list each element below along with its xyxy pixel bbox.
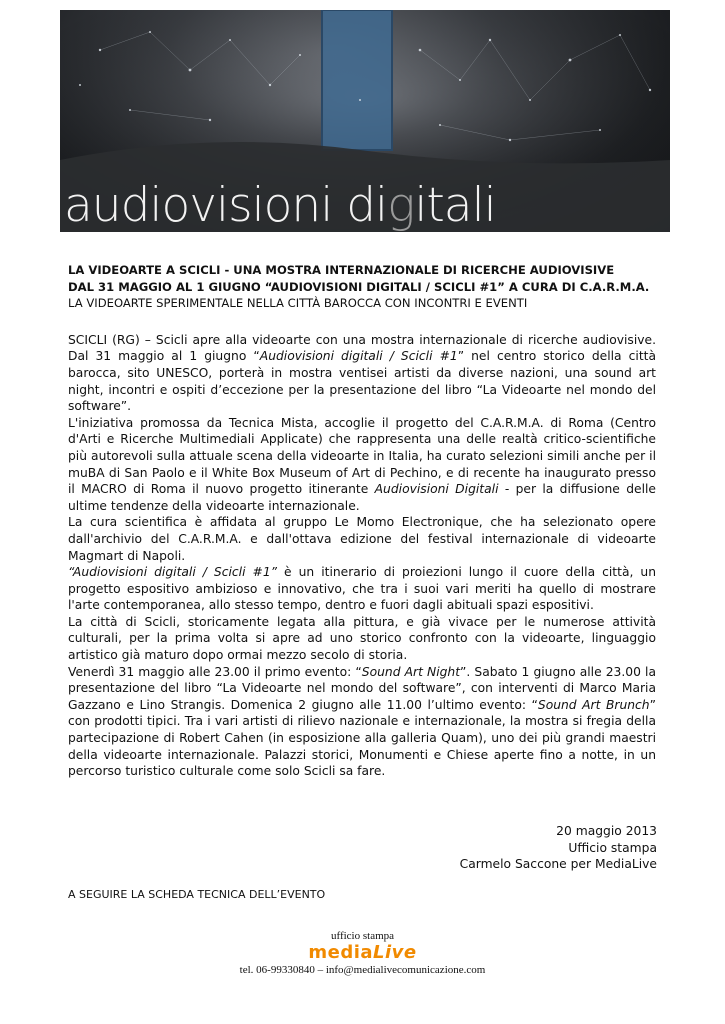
paragraph-2-text-b: - per la diffusione delle ultime tendenze della videoarte internazionale. xyxy=(68,482,656,513)
headline-subtitle: LA VIDEOARTE SPERIMENTALE NELLA CITTÀ BAROCCA CON INCONTRI E EVENTI xyxy=(68,296,528,311)
medialive-logo xyxy=(0,942,725,964)
paragraph-1-text-b: ” nel centro storico della città barocca, sito UNESCO, porterà in mostra ventisei artisti da diverse nazioni, una sound art night, incontri e ospiti d’eccezione per la presentazione del libro “La Videoarte nel mondo del software”. xyxy=(68,349,656,414)
banner-title xyxy=(64,176,666,232)
footer-label: ufficio stampa xyxy=(330,930,395,942)
signature-block xyxy=(460,823,657,873)
header-banner-image xyxy=(60,10,670,232)
paragraph-6-emphasis-1: Sound Art Night xyxy=(361,664,461,679)
footer-contacts: tel. 06-99330840 – info@medialivecomunicazione.com xyxy=(239,964,486,976)
paragraph-3: La cura scientifica è affidata al gruppo Le Momo Electronique, che ha selezionato opere dall'archivio del C.A.R.M.A. e dall'ottava edizione del festival internazionale di videoarte Magmart di Napoli. xyxy=(68,515,656,563)
headline-line-2: DAL 31 MAGGIO AL 1 GIUGNO “AUDIOVISIONI DIGITALI / SCICLI #1” A CURA DI C.A.R.M.A. xyxy=(68,279,650,294)
paragraph-6-text-b: ”. Sabato 1 giugno alle 23.00 la presentazione del libro “La Videoarte nel mondo del software”, con interventi di Marco Maria Gazzano e Lino Strangis. Domenica 2 giugno alle 11.00 l’ultimo evento: “ xyxy=(68,664,656,712)
follow-note: A SEGUIRE LA SCHEDA TECNICA DELL’EVENTO xyxy=(68,888,326,901)
banner-title-part1: audiovisioni di xyxy=(64,178,388,232)
paragraph-6-emphasis-2: Sound Art Brunch xyxy=(537,697,650,712)
paragraph-6 xyxy=(68,664,656,780)
paragraph-1-emphasis: Audiovisioni digitali / Scicli #1 xyxy=(259,349,458,364)
signature-date: 20 maggio 2013 xyxy=(556,824,657,838)
paragraph-4-emphasis: “Audiovisioni digitali / Scicli #1” xyxy=(68,565,278,580)
paragraph-4-text: è un itinerario di proiezioni lungo il cuore della città, un progetto espositivo ambizioso e innovativo, che tra i suoi vari meriti ha quello di mostrare l'arte contemporanea, allo stesso tempo, dentro e fuori dagli abituali spazi espositivi. xyxy=(68,565,656,613)
logo-media-text: media xyxy=(308,942,374,963)
paragraph-4 xyxy=(68,564,656,614)
paragraph-6-text-a: Venerdì 31 maggio alle 23.00 il primo evento: “ xyxy=(68,664,362,679)
paragraph-1 xyxy=(68,332,656,415)
logo-live-text: Live xyxy=(373,942,417,963)
paragraph-6-text-c: ” con prodotti tipici. Tra i vari artisti di rilievo nazionale e internazionale, la mostra si fregia della partecipazione di Robert Cahen (in esposizione alla galleria Quam), uno dei più grandi maestri della videoarte internazionale. Palazzi storici, Monumenti e Chiese aperte fino a notte, in un percorso turistico culturale come solo Scicli sa fare. xyxy=(68,697,656,779)
paragraph-2 xyxy=(68,415,656,515)
signature-author: Carmelo Saccone per MediaLive xyxy=(459,857,657,872)
footer xyxy=(0,930,725,976)
signature-office: Ufficio stampa xyxy=(568,840,657,855)
paragraph-5: La città di Scicli, storicamente legata alla pittura, e già vivace per le numerose attività culturali, per la prima volta si apre ad uno storico confronto con la videoarte, linguaggio artistico già maturo dopo ormai mezzo secolo di storia. xyxy=(68,614,656,663)
banner-title-part2: itali xyxy=(414,178,496,232)
paragraph-2-text-a: L'iniziativa promossa da Tecnica Mista, accoglie il progetto del C.A.R.M.A. di Roma (Centro d'Arti e Ricerche Multimediali Applicate) che rappresenta una delle realtà critico-scientifiche più autorevoli sulla attuale scena della videoarte in Italia, ha curato selezioni simili anche per il muBA di San Paolo e il White Box Museum of Art di Pechino, e di recente ha inaugurato presso il MACRO di Roma il nuovo progetto itinerante xyxy=(68,415,656,497)
paragraph-1-text-a: SCICLI (RG) – Scicli apre alla videoarte con una mostra internazionale di ricerche audiovisive. Dal 31 maggio al 1 giugno “ xyxy=(68,332,656,364)
headline-line-1: LA VIDEOARTE A SCICLI - UNA MOSTRA INTERNAZIONALE DI RICERCHE AUDIOVISIVE xyxy=(68,263,615,277)
banner-title-g: g xyxy=(387,178,415,232)
paragraph-2-emphasis: Audiovisioni Digitali xyxy=(374,482,499,497)
press-release-body xyxy=(68,262,656,780)
